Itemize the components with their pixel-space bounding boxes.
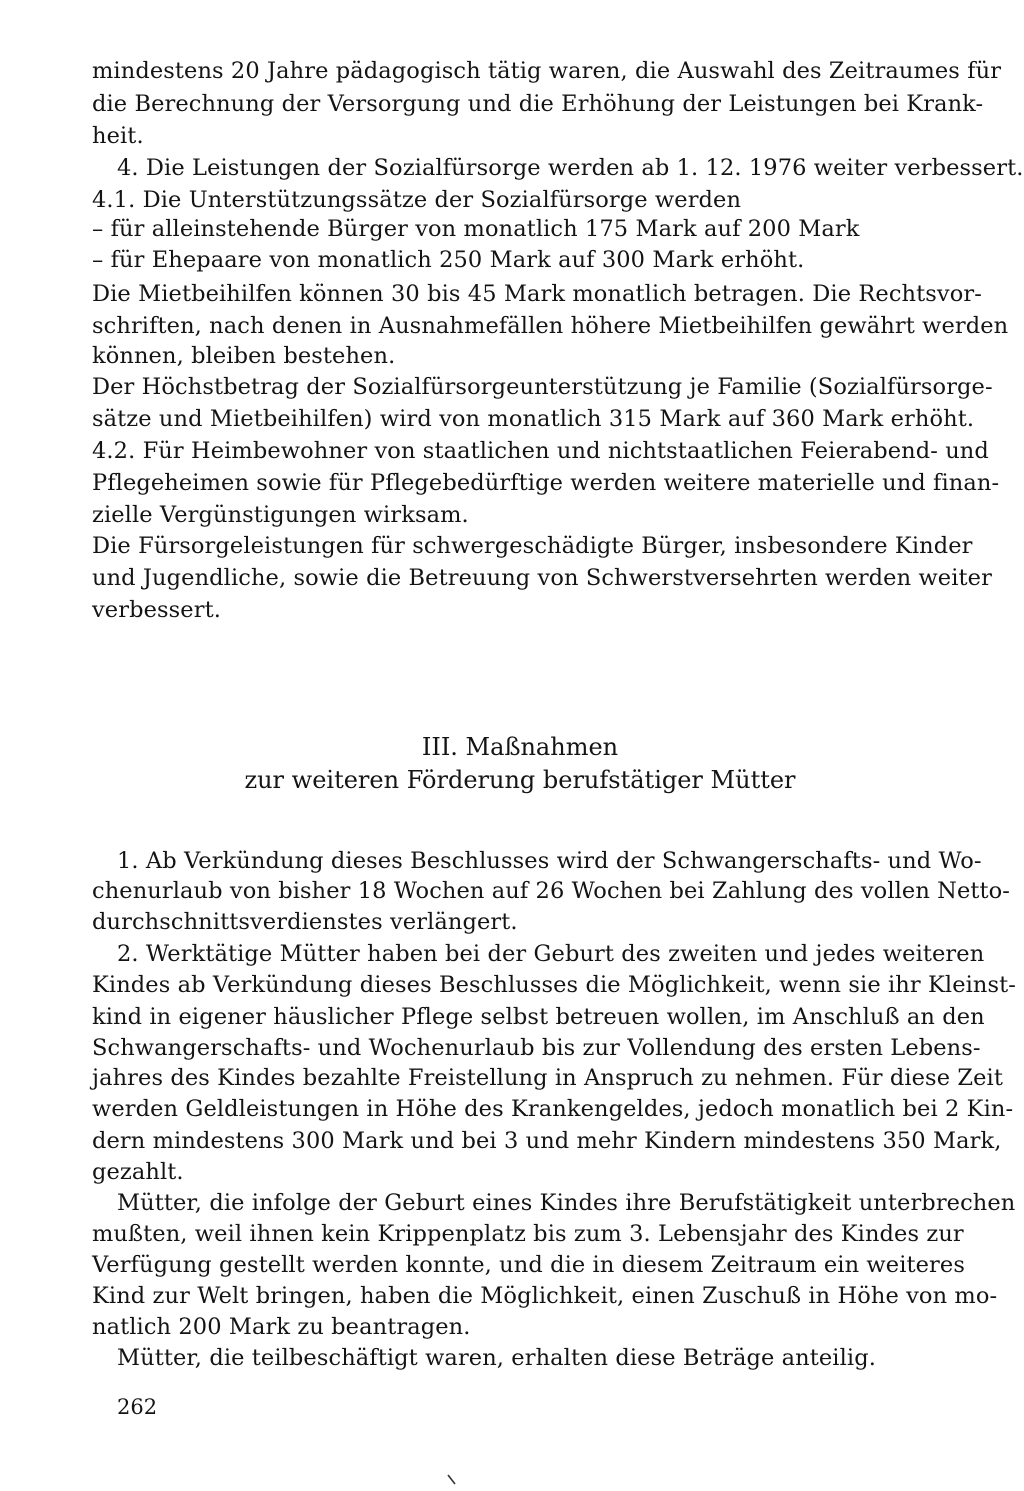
text-line: – für Ehepaare von monatlich 250 Mark auf 300 Mark erhöht. [92,247,805,273]
text-line: zielle Vergünstigungen wirksam. [92,502,469,528]
text-line: dern mindestens 300 Mark und bei 3 und mehr Kindern mindestens 350 Mark, [92,1128,1002,1154]
page-number: 262 [117,1395,158,1419]
text-line: – für alleinstehende Bürger von monatlich 175 Mark auf 200 Mark [92,216,860,242]
text-line: chenurlaub von bisher 18 Wochen auf 26 Wochen bei Zahlung des vollen Netto- [92,878,1011,904]
text-line: Schwangerschafts- und Wochenurlaub bis zur Vollendung des ersten Lebens- [92,1035,981,1061]
text-line: sätze und Mietbeihilfen) wird von monatlich 315 Mark auf 360 Mark erhöht. [92,406,975,432]
text-line: durchschnittsverdienstes verlängert. [92,909,518,935]
text-line: Mütter, die teilbeschäftigt waren, erhalten diese Beträge anteilig. [117,1345,876,1371]
text-line: Kind zur Welt bringen, haben die Möglichkeit, einen Zuschuß in Höhe von mo- [92,1283,998,1309]
section-heading-number: III. Maßnahmen [421,733,619,761]
text-line: 4. Die Leistungen der Sozialfürsorge werden ab 1. 12. 1976 weiter verbessert. [117,155,1024,181]
text-line: mußten, weil ihnen kein Krippenplatz bis zum 3. Lebensjahr des Kindes zur [92,1221,964,1247]
text-line: Pflegeheimen sowie für Pflegebedürftige werden weitere materielle und finan- [92,470,1000,496]
text-line: die Berechnung der Versorgung und die Erhöhung der Leistungen bei Krank- [92,91,984,117]
text-line: verbessert. [92,597,221,623]
text-line: schriften, nach denen in Ausnahmefällen höhere Mietbeihilfen gewährt werden [92,313,1009,339]
text-line: 4.2. Für Heimbewohner von staatlichen und nichtstaatlichen Feierabend- und [92,438,989,464]
text-line: können, bleiben bestehen. [92,343,396,369]
text-line: Der Höchstbetrag der Sozialfürsorgeunterstützung je Familie (Sozialfürsorge- [92,374,993,400]
section-heading-title: zur weiteren Förderung berufstätiger Mütter [244,766,796,794]
text-line: natlich 200 Mark zu beantragen. [92,1314,471,1340]
text-line: 1. Ab Verkündung dieses Beschlusses wird der Schwangerschafts- und Wo- [117,848,982,874]
text-line: Die Fürsorgeleistungen für schwergeschädigte Bürger, insbesondere Kinder [92,533,973,559]
text-line: heit. [92,123,144,149]
text-line: gezahlt. [92,1159,184,1185]
text-line: mindestens 20 Jahre pädagogisch tätig waren, die Auswahl des Zeitraumes für [92,58,1002,84]
text-line: 4.1. Die Unterstützungssätze der Sozialfürsorge werden [92,187,742,213]
text-line: und Jugendliche, sowie die Betreuung von Schwerstversehrten werden weiter [92,565,992,591]
scan-mark-icon [447,1474,457,1486]
text-line: Mütter, die infolge der Geburt eines Kindes ihre Berufstätigkeit unterbrechen [117,1190,1016,1216]
text-line: Kindes ab Verkündung dieses Beschlusses die Möglichkeit, wenn sie ihr Kleinst- [92,972,1016,998]
text-line: jahres des Kindes bezahlte Freistellung in Anspruch zu nehmen. Für diese Zeit [92,1065,1003,1091]
text-line: kind in eigener häuslicher Pflege selbst betreuen wollen, im Anschluß an den [92,1004,985,1030]
text-line: Verfügung gestellt werden konnte, und die in diesem Zeitraum ein weiteres [92,1252,965,1278]
text-line: werden Geldleistungen in Höhe des Krankengeldes, jedoch monatlich bei 2 Kin- [92,1096,1014,1122]
text-line: 2. Werktätige Mütter haben bei der Geburt des zweiten und jedes weiteren [117,941,985,967]
text-line: Die Mietbeihilfen können 30 bis 45 Mark monatlich betragen. Die Rechtsvor- [92,281,982,307]
